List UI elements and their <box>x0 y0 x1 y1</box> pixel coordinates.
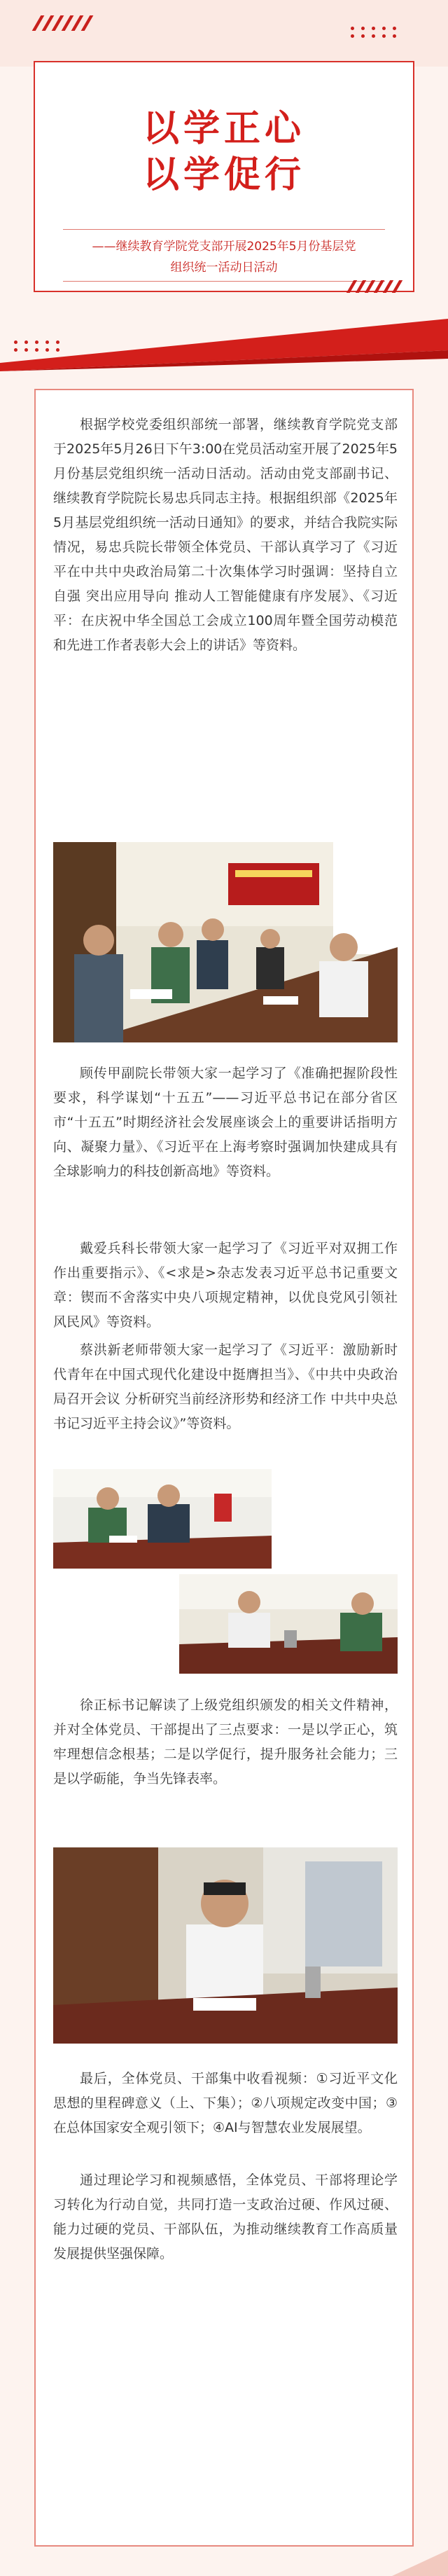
article-card <box>34 389 414 2547</box>
paragraph-dai: 戴爱兵科长带领大家一起学习了《习近平对双拥工作作出重要指示》、《<求是>杂志发表习近平总书记重要文章：锲而不舍落实中央八项规定精神，以优良党风引领社风民风》等资料。 <box>53 1241 398 1330</box>
red-wedge-decoration <box>0 308 448 371</box>
bottom-corner-decoration <box>0 2550 448 2576</box>
subtitle-line1: ——继续教育学院党支部开展2025年5月份基层党 <box>92 240 356 254</box>
photo-two-men-desk <box>179 1574 398 1674</box>
subtitle-top-rule <box>63 229 385 230</box>
photo-two-men-table <box>53 1469 272 1569</box>
page-title-line2: 以学促行 <box>142 154 305 196</box>
subtitle-bottom-rule <box>63 281 385 282</box>
subtitle-line2: 组织统一活动日活动 <box>170 261 278 275</box>
photo-man-reading <box>53 1847 398 2044</box>
dot-grid-decoration-top <box>351 27 399 38</box>
paragraph-conclusion: 通过理论学习和视频感悟，全体党员、干部将理论学习转化为行动自觉，共同打造一支政治过硬、作风过硬、能力过硬的党员、干部队伍，为推动继续教育工作高质量发展提供坚强保障。 <box>53 2172 398 2261</box>
paragraph-xu: 徐正标书记解读了上级党组织颁发的相关文件精神，并对全体党员、干部提出了三点要求：一是以学正心，筑牢理想信念根基；二是以学促行，提升服务社会能力；三是以学砺能，争当先锋表率。 <box>53 1697 398 1786</box>
paragraph-gu: 顾传甲副院长带领大家一起学习了《准确把握阶段性要求，科学谋划“十五五”——习近平总书记在部分省区市“十五五”时期经济社会发展座谈会上的重要讲话指明方向、凝聚力量》、《习近平在上海考察时强调加快建成具有全球影响力的科技创新高地》等资料。 <box>53 1066 398 1179</box>
page-title-line1: 以学正心 <box>142 108 305 150</box>
paragraph-intro: 根据学校党委组织部统一部署，继续教育学院党支部于2025年5月26日下午3:00在党员活动室开展了2025年5月份基层党组织统一活动日活动。活动由党支部副书记、继续教育学院院长易忠兵同志主持。根据组织部《2025年5月基层党组织统一活动日通知》的要求，并结合我院实际情况，易忠兵院长带领全体党员、干部认真学习了《习近平在中共中央政治局第二十次集体学习时强调：坚持自立自强 突出应用导向 推动人工智能健康有序发展》、《习近平：在庆祝中华全国总工会成立100周年暨全国劳动模范和先进工作者表彰大会上的讲话》等资料。 <box>53 417 398 653</box>
paragraph-cai: 蔡洪新老师带领大家一起学习了《习近平：激励新时代青年在中国式现代化建设中挺膺担当》、《中共中央政治局召开会议 分析研究当前经济形势和经济工作 中共中央总书记习近平主持会议》”等资料。 <box>53 1342 398 1431</box>
paragraph-video: 最后，全体党员、干部集中收看视频：①习近平文化思想的里程碑意义（上、下集）；②八项规定改变中国；③在总体国家安全观引领下；④AI与智慧农业发展展望。 <box>53 2071 398 2135</box>
dot-grid-decoration-left <box>14 340 62 352</box>
photo-meeting-wide <box>53 842 398 1042</box>
hatch-decoration-top <box>36 15 89 31</box>
hatch-decoration-right <box>350 280 399 293</box>
title-card <box>34 61 414 292</box>
